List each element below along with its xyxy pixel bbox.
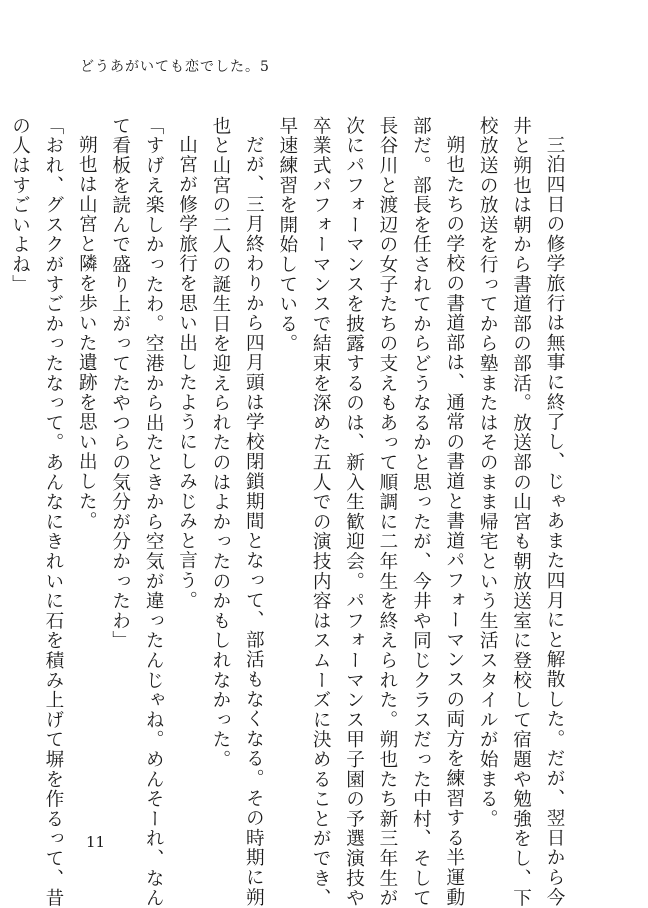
text-line: 卒業式パフォーマンスで結束を深めた五人での演技内容はスムーズに決めることができ、 <box>310 116 332 908</box>
text-line: て看板を読んで盛り上がってたやつらの気分が分かったわ」 <box>109 116 131 651</box>
text-line: 山宮が修学旅行を思い出したようにしみじみと言う。 <box>176 134 198 610</box>
text-line: 朔也は山宮と隣を歩いた遺跡を思い出した。 <box>76 134 98 531</box>
text-line: 井と朔也は朝から書道部の部活。放送部の山宮も朝放送室に登校して宿題や勉強をし、下 <box>510 116 532 908</box>
page-number: 11 <box>86 833 106 851</box>
text-line: 也と山宮の二人の誕生日を迎えられたのはよかったのかもしれなかった。 <box>209 116 231 770</box>
text-line: 長谷川と渡辺の女子たちの支えもあって順調に二年生を終えられた。朔也たち新三年生が <box>376 116 398 908</box>
text-line: 三泊四日の修学旅行は無事に終了し、じゃあまた四月にと解散した。だが、翌日から今 <box>544 134 565 907</box>
dialogue-line: 「すげえ楽しかったわ。空港から出たときから空気が違ったんじゃね。めんそーれ、なん <box>143 116 165 908</box>
dialogue-line: 「おれ、グスクがすごかったなって。あんなにきれいに石を積み上げて塀を作るって、昔 <box>42 116 64 908</box>
running-header: どうあがいても恋でした。5 <box>80 59 270 75</box>
text-line: の人はすごいよね」 <box>9 116 31 295</box>
text-line: 朔也たちの学校の書道部は、通常の書道と書道パフォーマンスの両方を練習する半運動 <box>443 134 465 907</box>
text-line: だが、三月終わりから四月頭は学校閉鎖期間となって、部活もなくなる。その時期に朔 <box>243 134 265 907</box>
text-line: 部だ。部長を任されてからどうなるかと思ったが、今井や同じクラスだった中村、そして <box>410 116 432 908</box>
text-line: 校放送の放送を行ってから塾またはそのまま帰宅という生活スタイルが始まる。 <box>477 116 499 829</box>
text-line: 早速練習を開始している。 <box>276 116 298 354</box>
text-line: 次にパフォーマンスを披露するのは、新入生歓迎会。パフォーマンス甲子園の予選演技や <box>343 116 365 908</box>
